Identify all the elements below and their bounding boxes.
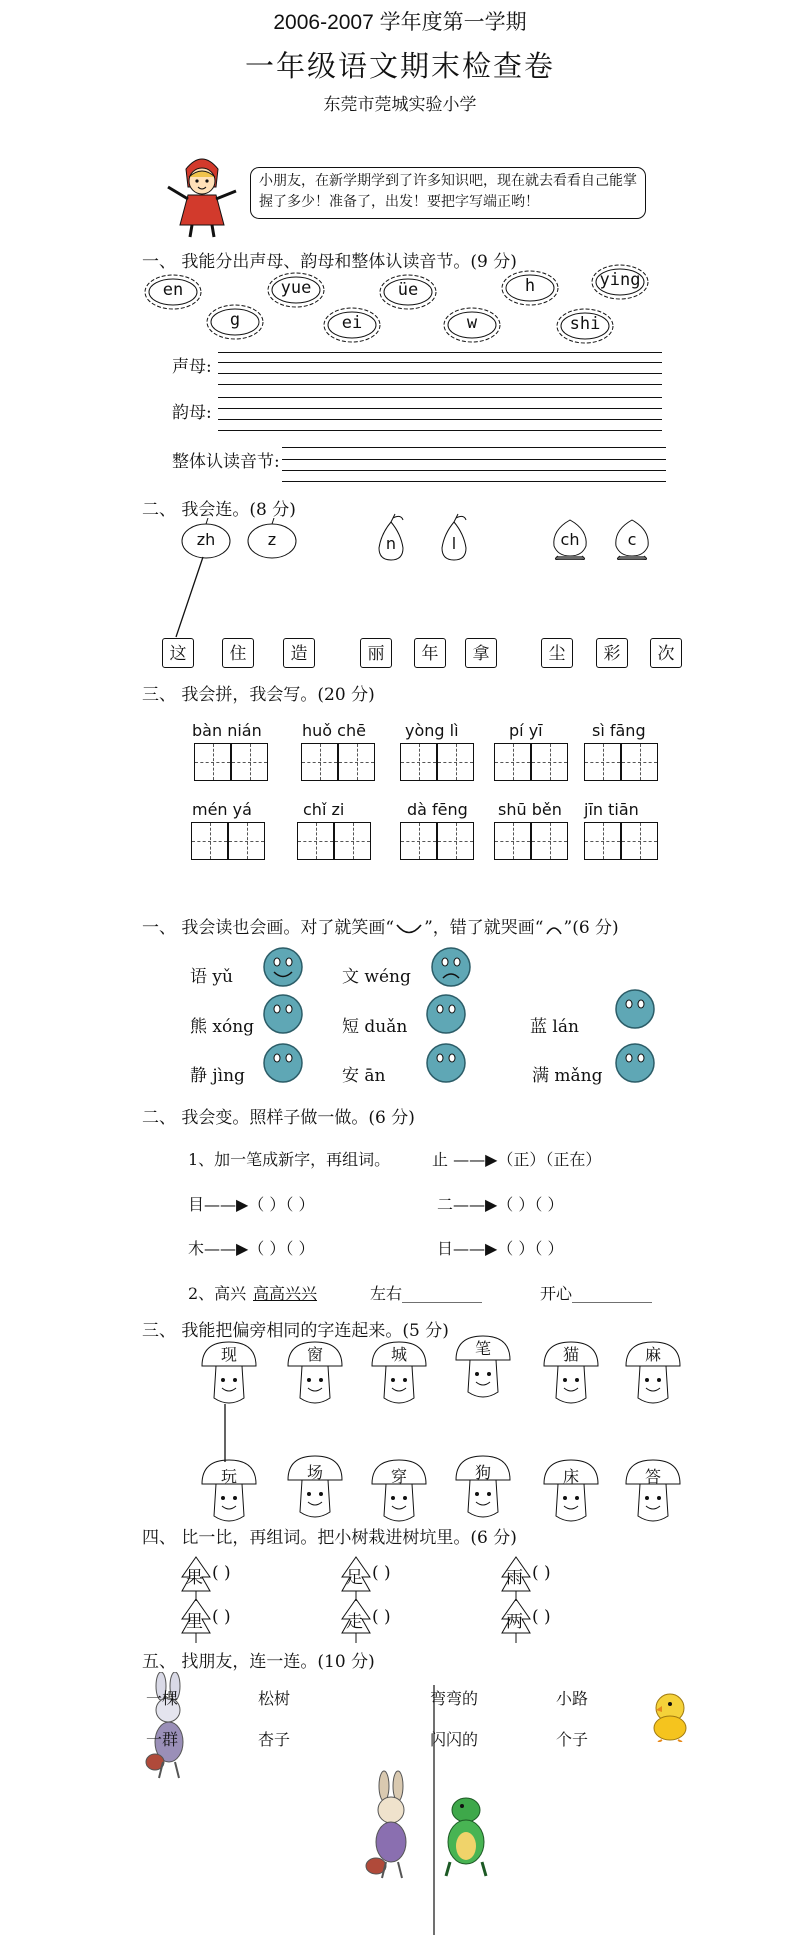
- mushroom: 笔: [452, 1332, 514, 1402]
- writing-line: [282, 459, 666, 460]
- writing-line: [282, 447, 666, 448]
- flower-ue: üe: [378, 272, 438, 312]
- fill-row: 目——▶（ ）（ ）: [188, 1195, 315, 1214]
- rabbit-illustration: [362, 1770, 422, 1880]
- mushroom: 城: [368, 1338, 430, 1408]
- p2-q1-heading: 一、 我会读也会画。对了就笑画“ ”，错了就哭画“ ”(6 分): [142, 918, 619, 938]
- left-word-2: 一群: [146, 1730, 179, 1749]
- q1-heading: 一、 我能分出声母、韵母和整体认读音节。(9 分): [142, 252, 517, 272]
- pinyin-label: sì fāng: [592, 721, 646, 740]
- pinyin-label: bàn nián: [192, 721, 262, 740]
- read-item: 语 yǔ: [190, 967, 233, 987]
- tianzige-row: [301, 743, 375, 781]
- mushroom: 场: [284, 1452, 346, 1522]
- pinyin-label: yòng lì: [405, 721, 459, 740]
- read-item: 短 duǎn: [342, 1017, 408, 1037]
- tianzige-row: [400, 743, 474, 781]
- blank-face-icon[interactable]: [614, 988, 656, 1030]
- p2-q3-heading: 三、 我能把偏旁相同的字连起来。(5 分): [142, 1321, 449, 1341]
- blank-face-icon[interactable]: [614, 1042, 656, 1084]
- fruit-label: l: [451, 534, 457, 553]
- tree-blank[interactable]: ( ): [372, 1563, 391, 1583]
- match-word: 闪闪的: [430, 1730, 479, 1749]
- flower-yue: yue: [266, 270, 326, 310]
- flower-ei: ei: [322, 305, 382, 345]
- fruit-label: ch: [560, 530, 580, 549]
- char-box: 尘: [541, 638, 573, 668]
- smiling-face-icon: [262, 946, 304, 988]
- q3-heading: 三、 我会拼，我会写。(20 分): [142, 685, 375, 705]
- sub-question-1: 1、加一笔成新字，再组词。: [188, 1150, 391, 1169]
- tree-blank[interactable]: ( ): [372, 1607, 391, 1627]
- fill-row: 木——▶（ ）（ ）: [188, 1239, 315, 1258]
- char-box: 住: [222, 638, 254, 668]
- flower-shi: shi: [555, 306, 615, 346]
- tianzige-row: [584, 822, 658, 860]
- tianzige-row: [494, 822, 568, 860]
- read-item: 文 wéng: [342, 967, 411, 987]
- pinyin-label: mén yá: [192, 800, 252, 819]
- crying-face-icon: [430, 946, 472, 988]
- writing-line: [218, 408, 662, 409]
- char-box: 丽: [360, 638, 392, 668]
- writing-line: [282, 470, 666, 471]
- p2-q2-heading: 二、 我会变。照样子做一做。(6 分): [142, 1108, 415, 1128]
- flower-g: g: [205, 302, 265, 342]
- mushroom: 狗: [452, 1452, 514, 1522]
- frown-icon: [544, 922, 564, 936]
- example-connect-line: [220, 1404, 230, 1464]
- read-item: 蓝 lán: [530, 1017, 579, 1037]
- match-word: 个子: [556, 1730, 589, 1749]
- pinyin-label: chǐ zi: [303, 800, 345, 819]
- writing-line: [218, 373, 662, 374]
- tree-blank[interactable]: ( ): [532, 1563, 551, 1583]
- flower-en: en: [143, 272, 203, 312]
- flower-w: w: [442, 305, 502, 345]
- pinyin-label: pí yī: [509, 721, 543, 740]
- fruit-label: n: [385, 534, 397, 553]
- pinyin-label: huǒ chē: [302, 721, 366, 740]
- read-item: 满 mǎng: [532, 1066, 603, 1086]
- writing-line: [282, 481, 666, 482]
- label-yunmu: 韵母:: [172, 403, 212, 423]
- tree-blank[interactable]: ( ): [532, 1607, 551, 1627]
- mushroom: 床: [540, 1456, 602, 1526]
- char-box: 造: [283, 638, 315, 668]
- char-box: 拿: [465, 638, 497, 668]
- tianzige-row: [584, 743, 658, 781]
- tree-char: 走: [346, 1612, 363, 1632]
- label-shengmu: 声母:: [172, 357, 212, 377]
- tree-char: 里: [186, 1612, 203, 1632]
- fruit-label: zh: [196, 530, 216, 549]
- writing-line: [218, 430, 662, 431]
- tree-blank[interactable]: ( ): [212, 1563, 231, 1583]
- tree-blank[interactable]: ( ): [212, 1607, 231, 1627]
- fruit-label: c: [627, 530, 637, 549]
- p2-q5-heading: 五、 找朋友，连一连。(10 分): [142, 1652, 375, 1672]
- tree-char: 雨: [506, 1568, 523, 1588]
- writing-line: [218, 362, 662, 363]
- sub2-blank-b[interactable]: 开心__________: [540, 1284, 653, 1303]
- fill-row: 日——▶（ ）（ ）: [437, 1239, 564, 1258]
- pinyin-label: shū běn: [498, 800, 562, 819]
- tianzige-row: [191, 822, 265, 860]
- writing-line: [218, 352, 662, 353]
- tree-char: 足: [346, 1568, 363, 1588]
- flower-h: h: [500, 268, 560, 308]
- mushroom: 玩: [198, 1456, 260, 1526]
- char-box: 年: [414, 638, 446, 668]
- sub-question-2: 2、高兴: [188, 1284, 247, 1303]
- flower-ying: ying: [590, 262, 650, 302]
- fruit-label: z: [267, 530, 277, 549]
- writing-line: [218, 397, 662, 398]
- sub2-example: 高高兴兴: [253, 1284, 318, 1303]
- match-word: 松树: [258, 1689, 291, 1708]
- sub2-blank-a[interactable]: 左右__________: [370, 1284, 483, 1303]
- dinosaur-illustration: [436, 1790, 496, 1880]
- read-item: 熊 xóng: [190, 1017, 255, 1037]
- exam-year: 2006-2007 学年度第一学期: [273, 11, 527, 34]
- tree-char: 两: [506, 1612, 523, 1632]
- p2-q4-heading: 四、 比一比，再组词。把小树栽进树坑里。(6 分): [142, 1528, 517, 1548]
- mushroom: 窗: [284, 1338, 346, 1408]
- label-zhengti: 整体认读音节:: [172, 452, 280, 472]
- tree-char: 果: [186, 1568, 203, 1588]
- school-name: 东莞市莞城实验小学: [323, 95, 477, 115]
- fill-row: 二——▶（ ）（ ）: [437, 1195, 564, 1214]
- writing-line: [218, 384, 662, 385]
- blank-face-icon[interactable]: [262, 1042, 304, 1084]
- blank-face-icon[interactable]: [425, 1042, 467, 1084]
- pinyin-label: jīn tiān: [584, 800, 639, 819]
- match-word: 弯弯的: [430, 1689, 479, 1708]
- tianzige-row: [400, 822, 474, 860]
- tianzige-row: [297, 822, 371, 860]
- char-box: 彩: [596, 638, 628, 668]
- mushroom: 穿: [368, 1456, 430, 1526]
- exam-title: 一年级语文期末检查卷: [244, 49, 555, 83]
- mushroom: 答: [622, 1456, 684, 1526]
- match-word: 小路: [556, 1689, 589, 1708]
- mushroom: 猫: [540, 1338, 602, 1408]
- read-item: 静 jìng: [190, 1066, 245, 1086]
- smile-icon: [394, 922, 424, 936]
- mushroom: 麻: [622, 1338, 684, 1408]
- q2-heading: 二、 我会连。(8 分): [142, 500, 296, 520]
- tianzige-row: [194, 743, 268, 781]
- blank-face-icon[interactable]: [262, 993, 304, 1035]
- speech-bubble: 小朋友，在新学期学到了许多知识吧，现在就去看看自己能掌握了多少！准备了，出发！要把字写端正哟！: [250, 167, 646, 219]
- example-line: 止 ——▶（正）（正在）: [432, 1150, 602, 1169]
- read-item: 安 ān: [342, 1066, 386, 1086]
- tianzige-row: [494, 743, 568, 781]
- left-word-1: 一棵: [146, 1689, 179, 1708]
- mushroom: 现: [198, 1338, 260, 1408]
- example-connect-line: [170, 555, 210, 640]
- char-box: 次: [650, 638, 682, 668]
- pinyin-label: dà fēng: [407, 800, 468, 819]
- blank-face-icon[interactable]: [425, 993, 467, 1035]
- writing-line: [218, 419, 662, 420]
- chick-illustration: [648, 1690, 692, 1742]
- match-word: 杏子: [258, 1730, 291, 1749]
- char-box: 这: [162, 638, 194, 668]
- girl-illustration: [156, 147, 248, 239]
